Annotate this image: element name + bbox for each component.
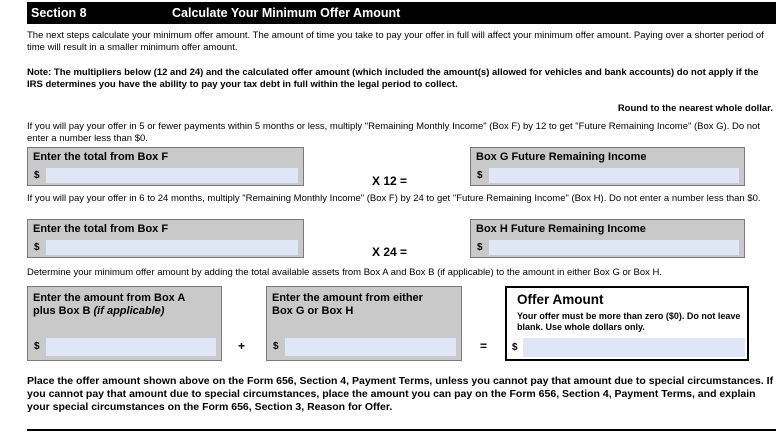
- box-h-input[interactable]: [489, 240, 739, 255]
- offer-amount-title: Offer Amount: [517, 292, 604, 307]
- offer-amount-field: [505, 286, 749, 361]
- dollar-sign: $: [34, 341, 40, 352]
- offer-amount-input[interactable]: [523, 338, 745, 357]
- box-gh-label-line1: Enter the amount from either: [272, 292, 423, 304]
- box-gh-label-line2: Box G or Box H: [272, 305, 354, 317]
- note-text: Note: The multipliers below (12 and 24) and the calculated offer amount (which included the amount(s) allowed for vehicles and bank accounts) do not apply if the IRS determines you have the ability to pay your tax debt in full within the legal period to collect.: [27, 67, 759, 90]
- section-title: Calculate Your Minimum Offer Amount: [172, 6, 401, 20]
- box-f-label-1: Enter the total from Box F: [33, 151, 169, 163]
- offer-amount-note: Your offer must be more than zero ($0). Do not leave blank. Use whole dollars only.: [517, 311, 741, 332]
- closing-instruction: Place the offer amount shown above on the Form 656, Section 4, Payment Terms, unless you cannot pay that amount due to special circumstances. If you cannot pay that amount due to special circumstances, place the amount you can pay on the Form 656, Section 4, Payment Terms, and explain your special circumstances on the Form 656, Section 3, Reason for Offer.: [27, 375, 774, 413]
- box-g-h-field: [266, 286, 462, 361]
- bottom-divider: [27, 429, 776, 431]
- dollar-sign: $: [273, 341, 279, 352]
- plus-operator: +: [238, 339, 246, 353]
- dollar-sign: $: [34, 170, 40, 181]
- section-header: [27, 2, 776, 24]
- box-g-label: Box G Future Remaining Income: [476, 151, 647, 163]
- dollar-sign: $: [512, 342, 518, 353]
- block1-instruction: If you will pay your offer in 5 or fewer payments within 5 months or less, multiply "Remaining Monthly Income" (Box F) by 12 to get "Future Remaining Income" (Box G). Do not enter a number less than $0.: [27, 121, 760, 144]
- box-f-label-2: Enter the total from Box F: [33, 223, 169, 235]
- box-a-label-line2: plus Box B (if applicable): [33, 305, 165, 317]
- box-h-label: Box H Future Remaining Income: [476, 223, 646, 235]
- box-a-b-input[interactable]: [46, 338, 216, 356]
- dollar-sign: $: [34, 242, 40, 253]
- round-note: Round to the nearest whole dollar.: [617, 103, 773, 114]
- block3-instruction: Determine your minimum offer amount by adding the total available assets from Box A and Box B (if applicable) to the amount in either Box G or Box H.: [27, 267, 663, 278]
- box-f-field-1: [27, 147, 304, 186]
- box-h-field: [470, 219, 745, 258]
- box-g-field: [470, 147, 745, 186]
- box-a-b-field: [27, 286, 222, 361]
- equals-operator: =: [480, 339, 488, 353]
- dollar-sign: $: [477, 170, 483, 181]
- section-number: Section 8: [31, 6, 87, 20]
- dollar-sign: $: [477, 242, 483, 253]
- box-g-input[interactable]: [489, 168, 739, 183]
- box-f-input-1[interactable]: [46, 168, 298, 183]
- box-a-label-line1: Enter the amount from Box A: [33, 292, 186, 304]
- box-f-input-2[interactable]: [46, 240, 298, 255]
- box-f-field-2: [27, 219, 304, 258]
- block2-instruction: If you will pay your offer in 6 to 24 months, multiply "Remaining Monthly Income" (Box F) by 24 to get "Future Remaining Income" (Box H). Do not enter a number less than $0.: [27, 193, 761, 204]
- multiply-12-operator: X 12 =: [372, 174, 408, 188]
- intro-text: The next steps calculate your minimum offer amount. The amount of time you take to pay your offer in full will affect your minimum offer amount. Paying over a shorter period of time will result in a smaller minimum offer amount.: [27, 30, 764, 53]
- multiply-24-operator: X 24 =: [372, 245, 408, 259]
- box-g-h-input[interactable]: [285, 338, 456, 356]
